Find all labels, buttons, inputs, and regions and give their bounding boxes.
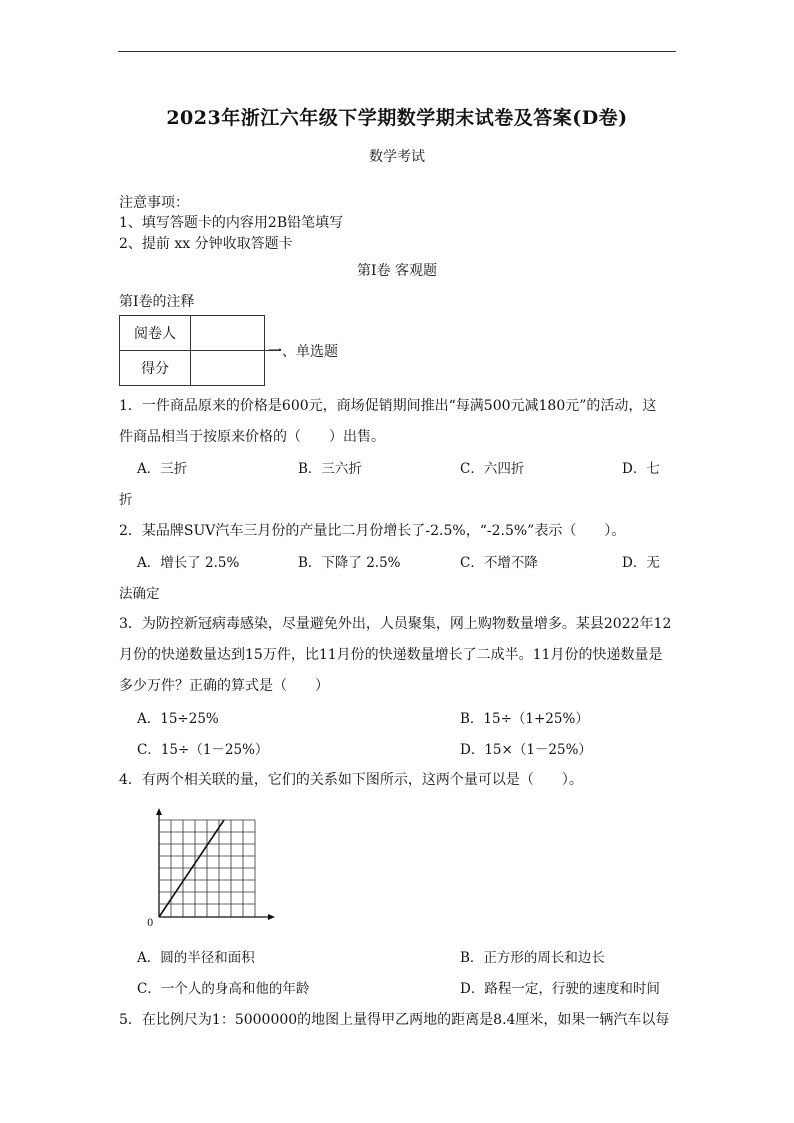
- notes-heading: 注意事项：: [119, 195, 189, 211]
- q1-option-a: A．三折: [137, 461, 188, 477]
- q2-option-b: B．下降了 2.5%: [298, 555, 401, 571]
- q1-option-d: D．七: [622, 461, 660, 477]
- question-3-line-3: 多少万件？正确的算式是（ ）: [119, 678, 329, 694]
- question-1-line-2: 件商品相当于按原来价格的（ ）出售。: [119, 429, 385, 445]
- page-title: 2023年浙江六年级下学期数学期末试卷及答案(D卷): [166, 107, 628, 129]
- section-heading: 一、单选题: [268, 344, 338, 360]
- question-4-graph: [144, 807, 278, 929]
- section-annotation: 第Ⅰ卷的注释: [119, 294, 195, 310]
- q4-option-c: C．一个人的身高和他的年龄: [137, 981, 310, 997]
- q2-option-d: D．无: [622, 555, 660, 571]
- q3-option-b: B．15÷（1+25%）: [460, 711, 589, 727]
- question-2-line-1: 2．某品牌SUV汽车三月份的产量比二月份增长了-2.5%，“-2.5%”表示（ ）。: [119, 523, 626, 539]
- question-3-line-2: 月份的快递数量达到15万件，比11月份的快递数量增长了二成半。11月份的快递数量是: [119, 647, 663, 663]
- question-3-line-1: 3．为防控新冠病毒感染，尽量避免外出，人员聚集，网上购物数量增多。某县2022年12: [119, 616, 672, 632]
- graph-origin-label: 0: [147, 918, 154, 929]
- graph-proportional-line: [159, 820, 224, 917]
- header-rule: [118, 51, 676, 52]
- q4-option-a: A．圆的半径和面积: [137, 950, 255, 966]
- question-1-line-1: 1．一件商品原来的价格是600元，商场促销期间推出“每满500元减180元”的活动，这: [119, 398, 657, 414]
- q1-option-c: C．六四折: [460, 461, 525, 477]
- score-blank: [191, 351, 265, 386]
- q2-option-d-wrap: 法确定: [119, 586, 160, 602]
- note-item: 1、填写答题卡的内容用2B铅笔填写: [119, 215, 344, 231]
- grader-blank: [191, 316, 265, 351]
- q3-option-c: C．15÷（1－25%）: [137, 742, 269, 758]
- q4-option-b: B．正方形的周长和边长: [460, 950, 605, 966]
- q1-option-b: B．三六折: [298, 461, 362, 477]
- question-5-line-1: 5．在比例尺为1：5000000的地图上量得甲乙两地的距离是8.4厘米，如果一辆汽车以每: [119, 1012, 670, 1028]
- q2-option-c: C．不增不降: [460, 555, 538, 571]
- note-item: 2、提前 xx 分钟收取答题卡: [119, 236, 293, 252]
- question-4-line-1: 4．有两个相关联的量，它们的关系如下图所示，这两个量可以是（ ）。: [119, 772, 583, 788]
- q3-option-a: A．15÷25%: [137, 711, 219, 727]
- q1-option-d-wrap: 折: [119, 492, 133, 508]
- q2-option-a: A．增长了 2.5%: [137, 555, 240, 571]
- grader-table: [119, 315, 265, 386]
- score-label: 得分: [120, 351, 191, 386]
- section-title: 第Ⅰ卷 客观题: [357, 263, 437, 279]
- q4-option-d: D．路程一定，行驶的速度和时间: [460, 981, 660, 997]
- graph-axes: [156, 808, 275, 920]
- graph-grid: [159, 820, 255, 917]
- page-subtitle: 数学考试: [369, 149, 425, 165]
- grader-label: 阅卷人: [120, 316, 191, 351]
- q3-option-d: D．15×（1－25%）: [460, 742, 592, 758]
